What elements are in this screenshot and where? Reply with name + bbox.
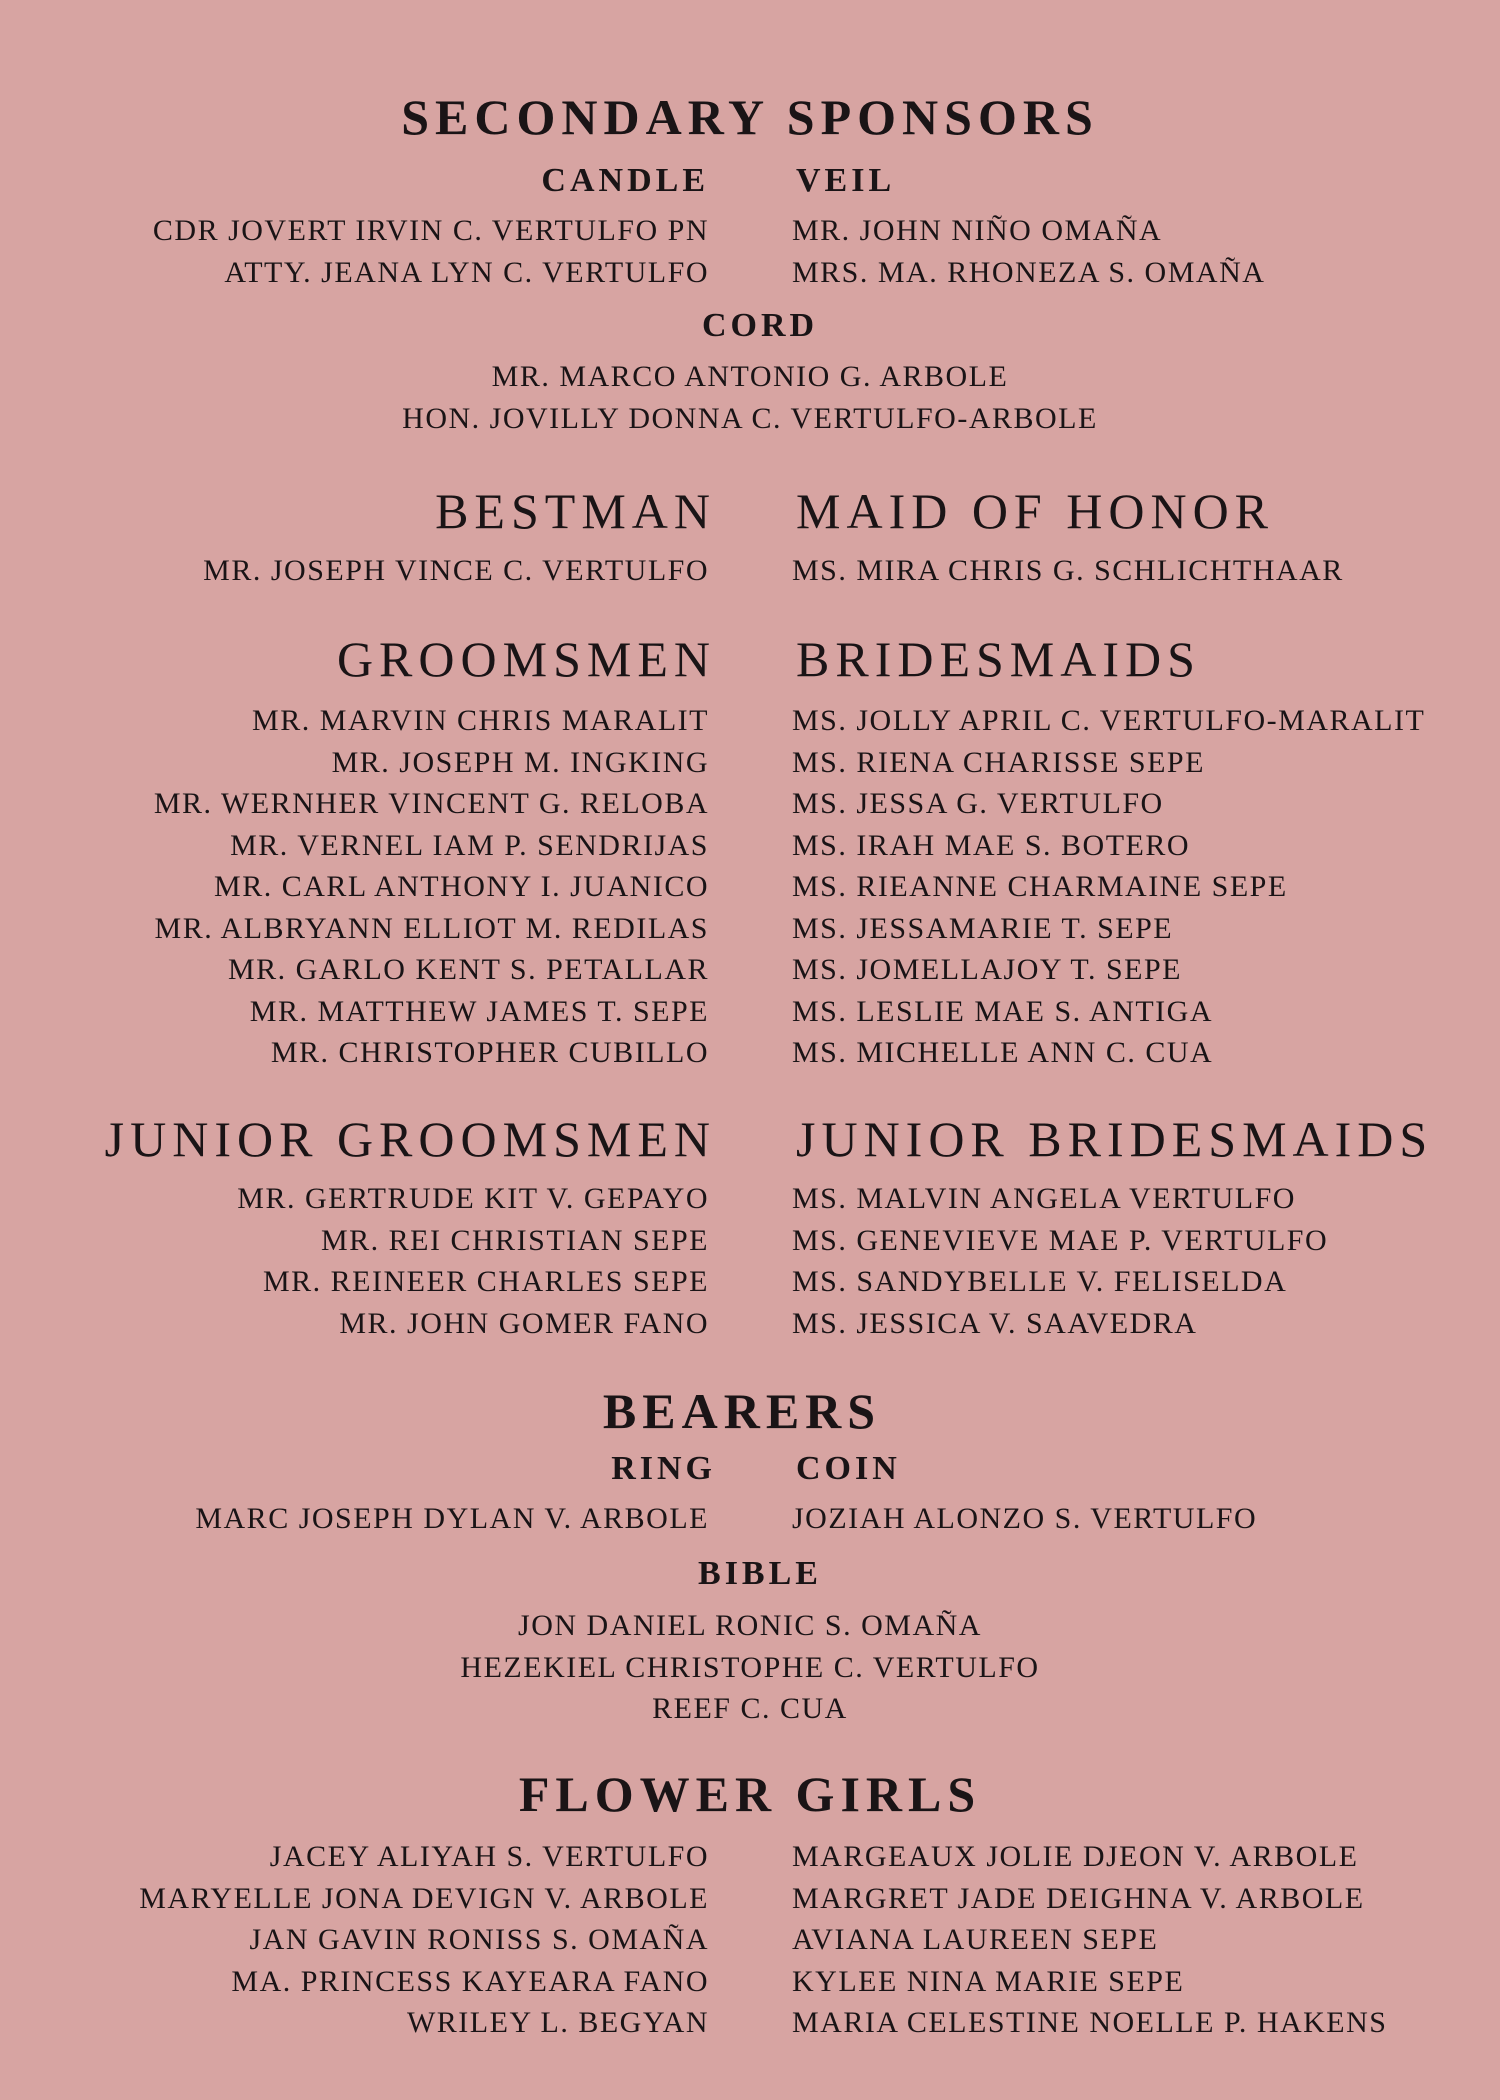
flower-girl-name: JACEY ALIYAH S. VERTULFO [269,1840,709,1873]
secondary-sponsors-title: SECONDARY SPONSORS [401,89,1099,145]
flower-girls-title: FLOWER GIRLS [518,1766,982,1822]
bridesmaid-name: MS. RIEANNE CHARMAINE SEPE [792,870,1288,903]
maid-of-honor-label: MAID OF HONOR [796,483,1275,539]
junior-groomsman-name: MR. REINEER CHARLES SEPE [262,1265,709,1298]
groomsman-name: MR. ALBRYANN ELLIOT M. REDILAS [154,911,709,945]
flower-girl-name: MARGEAUX JOLIE DJEON V. ARBOLE [792,1840,1359,1873]
bible-label: BIBLE [698,1555,822,1592]
flower-girl-name: MA. PRINCESS KAYEARA FANO [231,1964,709,1998]
groomsman-name: MR. MATTHEW JAMES T. SEPE [249,994,709,1028]
junior-bridesmaids-label: JUNIOR BRIDESMAIDS [796,1111,1434,1167]
groomsmen-list [154,700,709,1074]
junior-groomsman-name: MR. REI CHRISTIAN SEPE [320,1223,709,1257]
junior-groomsmen-label: JUNIOR GROOMSMEN [104,1111,716,1167]
veil-name: MR. JOHN NIÑO OMAÑA [792,214,1163,247]
groomsman-name: MR. MARVIN CHRIS MARALIT [252,704,709,737]
junior-bridesmaid-name: MS. GENEVIEVE MAE P. VERTULFO [792,1223,1329,1257]
veil-name: MRS. MA. RHONEZA S. OMAÑA [792,255,1266,289]
groomsman-name: MR. VERNEL IAM P. SENDRIJAS [230,828,709,862]
bible-bearer-names [0,1605,1500,1730]
veil-names [792,210,1265,293]
bridesmaid-name: MS. JOLLY APRIL C. VERTULFO-MARALIT [792,704,1426,737]
groomsman-name: MR. CHRISTOPHER CUBILLO [270,1036,709,1069]
junior-bridesmaid-name: MS. JESSICA V. SAAVEDRA [792,1306,1198,1340]
candle-names [153,210,709,293]
flower-girl-name: AVIANA LAUREEN SEPE [792,1923,1159,1956]
cord-label: CORD [701,307,819,344]
ring-label: RING [611,1450,716,1487]
groomsman-name: MR. JOSEPH M. INGKING [331,745,709,779]
coin-bearer-name: JOZIAH ALONZO S. VERTULFO [792,1502,1258,1535]
cord-name: MR. MARCO ANTONIO G. ARBOLE [491,360,1009,393]
groomsmen-label: GROOMSMEN [336,631,716,687]
junior-groomsmen-list [237,1178,709,1344]
junior-groomsman-name: MR. JOHN GOMER FANO [339,1306,709,1340]
bestman-label: BESTMAN [435,483,716,539]
bridesmaid-name: MS. MICHELLE ANN C. CUA [792,1036,1214,1069]
bridesmaids-list [792,700,1425,1074]
bestman-name: MR. JOSEPH VINCE C. VERTULFO [203,554,709,587]
flower-girl-name: JAN GAVIN RONISS S. OMAÑA [249,1923,709,1956]
junior-bridesmaid-name: MS. MALVIN ANGELA VERTULFO [792,1182,1296,1215]
maid-of-honor-name: MS. MIRA CHRIS G. SCHLICHTHAAR [792,554,1344,587]
bridesmaid-name: MS. JESSAMARIE T. SEPE [792,911,1174,945]
flower-girl-name: MARIA CELESTINE NOELLE P. HAKENS [792,2006,1388,2039]
groomsman-name: MR. CARL ANTHONY I. JUANICO [214,870,709,903]
flower-girl-name: MARYELLE JONA DEVIGN V. ARBOLE [139,1881,709,1915]
cord-name: HON. JOVILLY DONNA C. VERTULFO-ARBOLE [402,401,1098,435]
bible-bearer-name: HEZEKIEL CHRISTOPHE C. VERTULFO [460,1650,1040,1684]
bible-bearer-name: REEF C. CUA [652,1692,848,1725]
bridesmaid-name: MS. JESSA G. VERTULFO [792,787,1164,820]
flower-girls-left-list [139,1836,709,2044]
flower-girl-name: KYLEE NINA MARIE SEPE [792,1964,1185,1998]
candle-name: CDR JOVERT IRVIN C. VERTULFO PN [152,214,709,247]
bridesmaids-label: BRIDESMAIDS [796,631,1201,687]
cord-names [0,356,1500,439]
bridesmaid-name: MS. LESLIE MAE S. ANTIGA [792,994,1214,1028]
flower-girl-name: WRILEY L. BEGYAN [406,2006,709,2039]
bridesmaid-name: MS. RIENA CHARISSE SEPE [792,745,1205,779]
groomsman-name: MR. GARLO KENT S. PETALLAR [227,953,709,986]
candle-label: CANDLE [541,162,709,199]
bible-bearer-name: JON DANIEL RONIC S. OMAÑA [518,1609,982,1642]
bearers-title: BEARERS [602,1383,882,1439]
bridesmaid-name: MS. IRAH MAE S. BOTERO [792,828,1191,862]
candle-name: ATTY. JEANA LYN C. VERTULFO [224,255,709,289]
flower-girls-right-list [792,1836,1388,2044]
junior-bridesmaid-name: MS. SANDYBELLE V. FELISELDA [792,1265,1288,1298]
veil-label: VEIL [796,162,896,199]
ring-bearer-name: MARC JOSEPH DYLAN V. ARBOLE [195,1502,709,1535]
junior-bridesmaids-list [792,1178,1328,1344]
bridesmaid-name: MS. JOMELLAJOY T. SEPE [792,953,1182,986]
groomsman-name: MR. WERNHER VINCENT G. RELOBA [153,787,709,820]
coin-label: COIN [796,1450,901,1487]
flower-girl-name: MARGRET JADE DEIGHNA V. ARBOLE [792,1881,1365,1915]
junior-groomsman-name: MR. GERTRUDE KIT V. GEPAYO [237,1182,709,1215]
